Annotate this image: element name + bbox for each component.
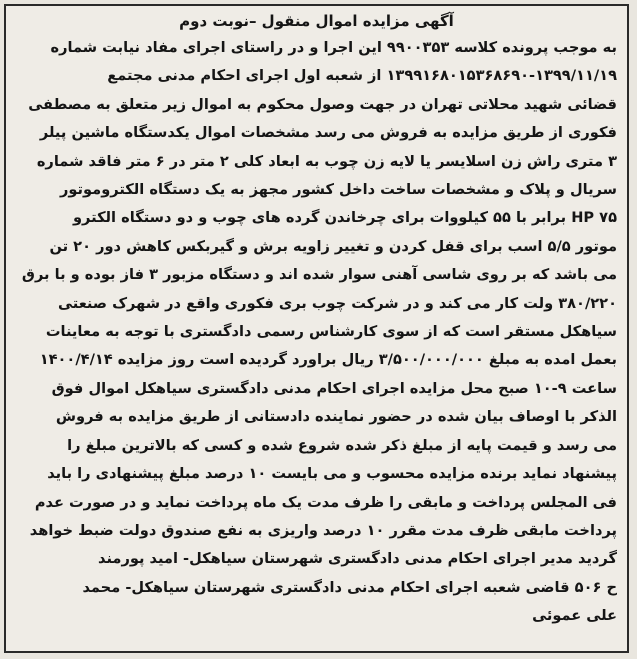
notice-title: آگهی مزایده اموال منقول –نوبت دوم xyxy=(179,12,454,30)
notice-line: پیشنهاد نماید برنده مزایده محسوب و می بایست ۱۰ درصد مبلغ پیشنهادی را باید xyxy=(47,465,617,483)
notice-body xyxy=(16,34,617,631)
notice-line: فکوری از طریق مزایده به فروش می رسد مشخصات اموال یکدستگاه ماشین پیلر xyxy=(39,124,617,142)
signature-name: علی عموئی xyxy=(532,607,617,625)
notice-line: گردید مدیر اجرای احکام مدنی دادگستری شهرستان سیاهکل- امید پورمند xyxy=(98,550,617,568)
notice-line: می رسد و قیمت پایه از مبلغ ذکر شده شروع شده و کسی که بالاترین مبلغ را xyxy=(67,436,617,454)
auction-notice xyxy=(4,4,629,653)
notice-line: پرداخت مابقی ظرف مدت مقرر ۱۰ درصد واریزی به نفع صندوق دولت ضبط خواهد xyxy=(29,521,617,539)
notice-line: ساعت ۹-۱۰ صبح محل مزایده اجرای احکام مدنی دادگستری سیاهکل اموال فوق xyxy=(51,379,617,397)
notice-line: سریال و پلاک و مشخصات ساخت داخل کشور مجهز به یک دستگاه الکتروموتور xyxy=(59,181,617,199)
notice-line: ۳ متری راش زن اسلایسر یا لایه زن چوب به ابعاد کلی ۲ متر در ۶ متر فاقد شماره xyxy=(36,152,617,170)
notice-line: ۳۸۰/۲۲۰ ولت کار می کند و در شرکت چوب بری فکوری واقع در شهرک صنعتی xyxy=(57,294,617,312)
notice-line: فی المجلس پرداخت و مابقی را ظرف مدت یک ماه پرداخت نماید و در صورت عدم xyxy=(34,493,617,511)
notice-line: بعمل امده به مبلغ ۳/۵۰۰/۰۰۰/۰۰۰ ریال براورد گردیده است روز مزایده ۱۴۰۰/۴/۱۴ xyxy=(39,351,617,369)
notice-line: الذکر با اوصاف بیان شده در حضور نماینده دادستانی از طریق مزایده به فروش xyxy=(55,408,617,426)
notice-line: قضائی شهید محلاتی تهران در جهت وصول محکوم به اموال زیر متعلق به مصطفی xyxy=(28,95,617,113)
notice-line: ۱۳۹۹۱۶۸۰۱۵۳۶۸۶۹۰-۱۳۹۹/۱۱/۱۹ از شعبه اول اجرای احکام مدنی مجتمع xyxy=(107,67,617,85)
notice-line: موتور ۵/۵ اسب برای قفل کردن و تغییر زاویه برش و گیربکس کاهش دور ۲۰ تن xyxy=(49,237,617,255)
notice-line: سیاهکل مستقر است که از سوی کارشناس رسمی دادگستری با توجه به معاینات xyxy=(45,323,617,341)
notice-line: می باشد که بر روی شاسی آهنی سوار شده اند و دستگاه مزبور ۳ فاز بوده و با برق xyxy=(21,266,617,284)
signature-line: ح ۵۰۶ قاضی شعبه اجرای احکام مدنی دادگستری شهرستان سیاهکل- محمد xyxy=(82,578,617,596)
notice-line: به موجب پرونده کلاسه ۹۹۰۰۳۵۳ این اجرا و در راستای اجرای مفاد نیابت شماره xyxy=(50,39,617,56)
notice-line: HP ۷۵ برابر با ۵۵ کیلووات برای چرخاندن گرده های چوب و دو دستگاه الکترو xyxy=(72,209,617,227)
